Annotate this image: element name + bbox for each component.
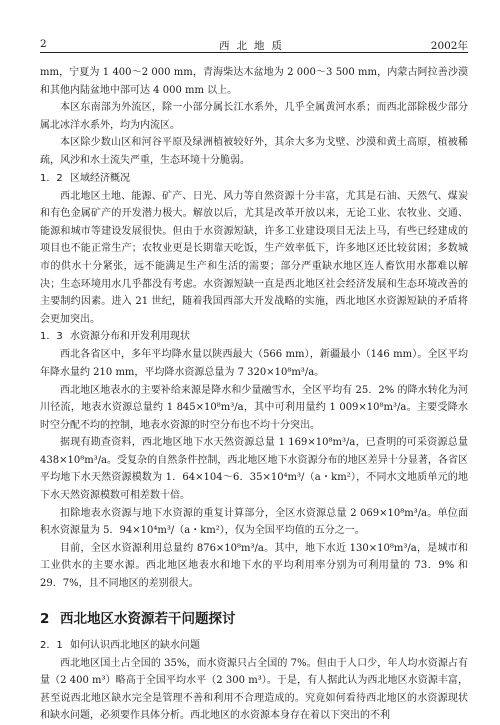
article-body: [40, 64, 468, 725]
section-number: 1．3: [40, 331, 63, 343]
paragraph-vegetation: 本区除少数山区和河谷平原及绿洲植被较好外，其余大多为戈壁、沙漠和黄土高原，植被稀疏，风沙和水土流失严重，生态环境十分脆弱。: [40, 137, 468, 166]
section-title: 如何认识西北地区的缺水问题: [70, 639, 200, 651]
paragraph-surface-water: 西北地区地表水的主要补给来源是降水和少量融雪水，全区平均有 25．2% 的降水转化为河川径流，地表水资源总量约 1 845×10⁸m³/a，其中可利用量约 1 009×10⁸m³/a。主要受降水时空分配不均的控制，地表水资源的时空分布也不均十分突出。: [40, 384, 468, 431]
paragraph-precipitation: 西北各省区中，多年平均降水量以陕西最大（566 mm），新疆最小（146 mm）。全区平均年降水量约 210 mm，平均降水资源总量为 7 320×10⁸m³/a。: [40, 349, 468, 378]
section-number: 1．2: [40, 172, 63, 184]
section-number: 2．1: [40, 639, 63, 651]
publication-year: 2002年: [430, 40, 468, 52]
journal-title: 西北地质: [219, 40, 289, 52]
page-number: 2: [40, 38, 47, 50]
paragraph-total-resources: 扣除地表水资源与地下水资源的重复计算部分，全区水资源总量 2 069×10⁸m³/a。单位面积水资源量为 5．94×10⁴m³/（a・km²），仅为全国平均值的五分之一。: [40, 507, 468, 537]
paragraph-water-shortage: 西北地区国土占全国的 35%，而水资源只占全国的 7%。但由于人口少，年人均水资源占有量（2 400 m³）略高于全国平均水平（2 300 m³）。于是，有人据此认为西北地区水资源丰富，甚至说西北地区缺水完全是管理不善和利用不合理造成的。究竟如何看待西北地区的水资源现状和缺水问题，必须要作具体分析。西北地区的水资源本身存在着以下突出的不利: [40, 657, 468, 722]
chapter-number: 2: [40, 610, 50, 627]
chapter-title: 西北地区水资源若干问题探讨: [60, 610, 236, 627]
paragraph-economy: 西北地区土地、能源、矿产、日光、风力等自然资源十分丰富，尤其是石油、天然气、煤炭和有色金属矿产的开发潜力极大。解放以后，尤其是改革开放以来，无论工业、农牧业、交通、能源和城市等建设发展很快。但由于水资源短缺，许多工业建设项目无法上马，有些已经建成的项目也不能正常生产；农牧业更是长期靠天吃饭，生产效率低下，许多地区还比较贫困；多数城市的供水十分紧张，远不能满足生产和生活的需要；部分严重缺水地区连人畜饮用水都难以解决；生态环境用水几乎都没有考虑。水资源短缺一直是西北地区社会经济发展和生态环境改善的主要制约因素。进入 21 世纪，随着我国西部大开发战略的实施，西北地区水资源短缺的矛盾将会更加突出。: [40, 190, 468, 325]
chapter-heading-2: [40, 609, 468, 629]
paragraph-utilization: 目前，全区水资源利用总量约 876×10⁸m³/a。其中，地下水近 130×10⁸m³/a，是城市和工业供水的主要水源。西北地区地表水和地下水的平均利用率分别为可利用量的 73．9% 和 29．7%，且不同地区的差别很大。: [40, 542, 468, 590]
paragraph-groundwater: 据现有勘查资料，西北地区地下水天然资源总量 1 169×10⁸m³/a，已查明的可采资源总量 438×10⁸m³/a。受复杂的自然条件控制，西北地区地下水资源分布的地区差异十分显著，各省区平均地下水天然资源模数为 1．64×104～6．35×10⁴m³/（a・km²），不同水文地质单元的地下水天然资源模数可相差数十倍。: [40, 437, 468, 502]
section-title: 区域经济概况: [70, 172, 130, 184]
paragraph-precipitation-continued: mm，宁夏为 1 400～2 000 mm，青海柴达木盆地为 2 000～3 500 mm，内蒙古阿拉善沙漠和其他内陆盆地中部可达 4 000 mm 以上。: [40, 67, 468, 96]
running-header: [40, 38, 468, 53]
section-heading-1-3: [40, 328, 468, 346]
paragraph-drainage: 本区东南部为外流区，除一小部分属长江水系外，几乎全属黄河水系；而西北部除极少部分属北冰洋水系外，均为内流区。: [40, 102, 468, 131]
section-heading-2-1: [40, 637, 468, 655]
section-title: 水资源分布和开发利用现状: [70, 331, 190, 343]
section-heading-1-2: [40, 170, 468, 188]
